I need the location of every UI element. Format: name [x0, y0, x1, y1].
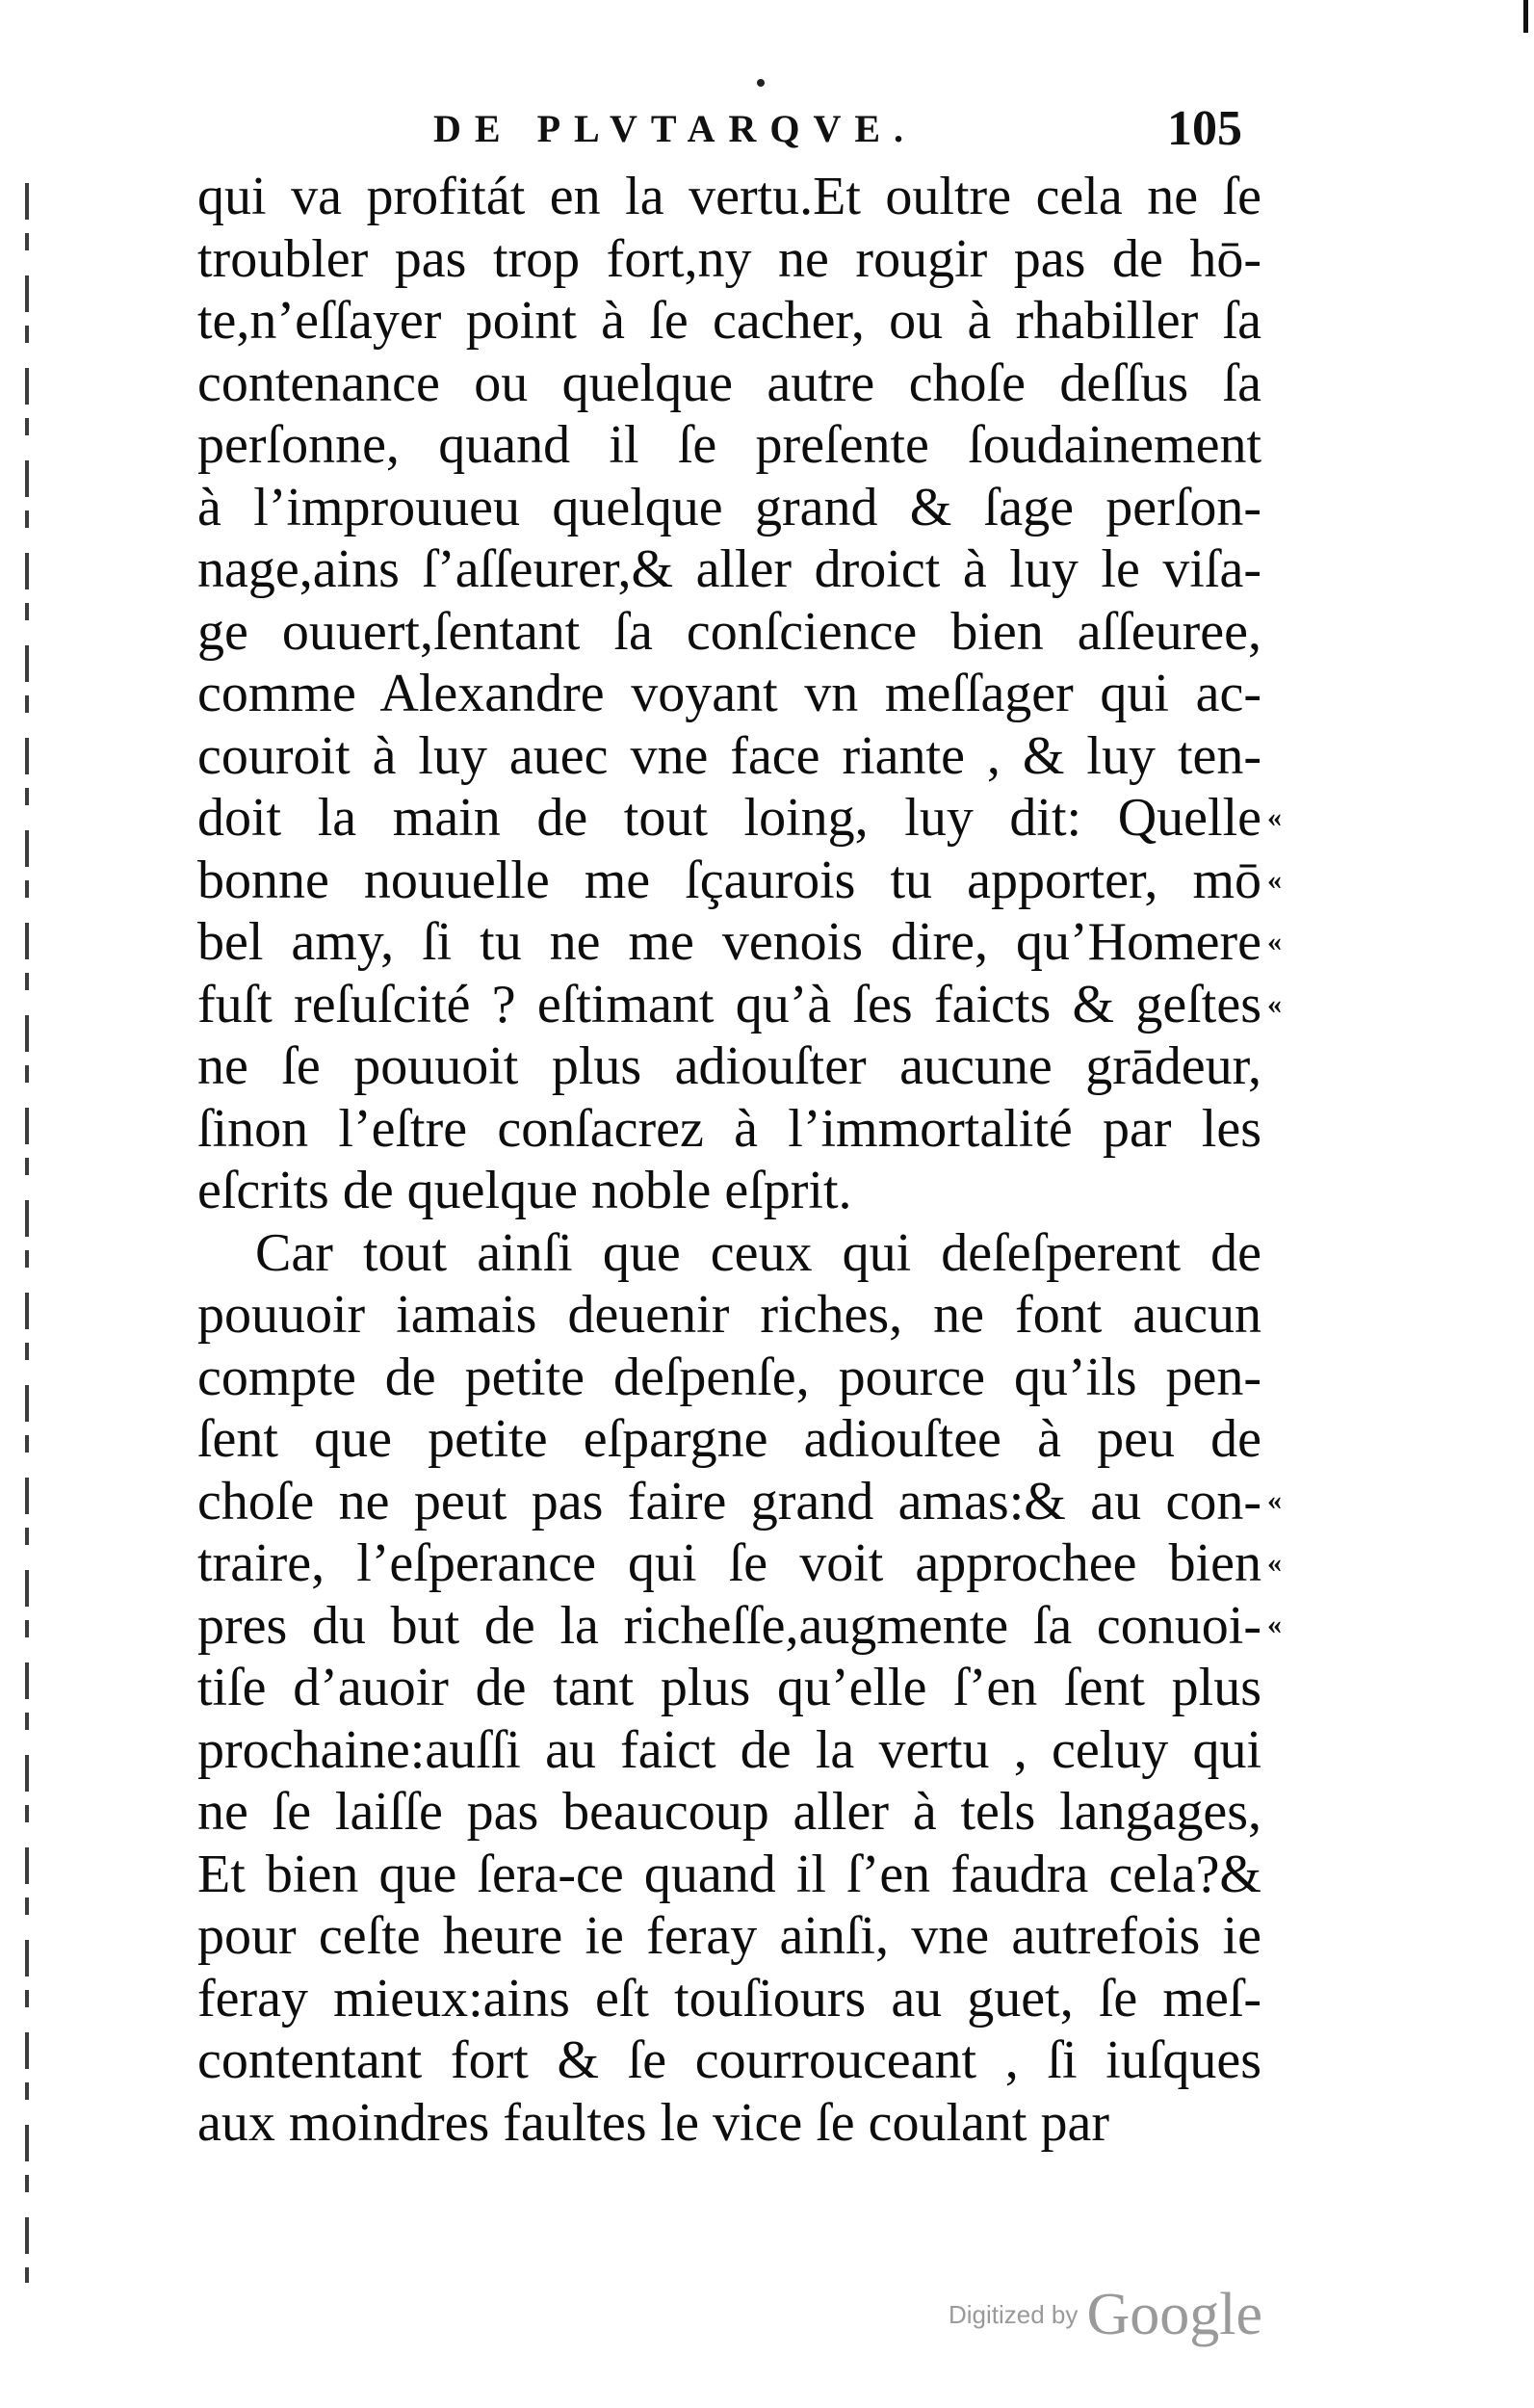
page-number: 105 [1167, 101, 1242, 156]
text-line: aux moindres faultes le vice ſe coulant par [197, 2092, 1109, 2153]
margin-quote-mark: « [1267, 926, 1282, 957]
text-line: choſe ne peut pas faire grand amas:& au con- [197, 1471, 1261, 1531]
text-line: ſent que petite eſpargne adiouſtee à peu de [197, 1409, 1261, 1469]
page-corner-mark [1523, 0, 1528, 33]
text-line: feray mieux:ains eſt touſiours au guet, ſe meſ- [197, 1968, 1261, 2028]
margin-quote-mark: « [1267, 1547, 1282, 1579]
text-line: eſcrits de quelque noble eſprit. [197, 1161, 852, 1220]
text-line: tiſe d’auoir de tant plus qu’elle ſ’en ſent plus [197, 1658, 1261, 1717]
margin-quote-mark: « [1267, 1609, 1282, 1640]
text-line: à l’improuueu quelque grand & ſage perſon- [197, 477, 1261, 537]
watermark-prefix: Digitized by [949, 2300, 1079, 2329]
text-line: troubler pas trop fort,ny ne rougir pas de hō- [197, 228, 1261, 289]
text-line: traire, l’eſperance qui ſe voit approchee bien [197, 1533, 1261, 1593]
google-logo: Google [1086, 2282, 1263, 2347]
text-line: contenance ou quelque autre choſe deſſus ſa [197, 353, 1261, 413]
text-line: Et bien que ſera-ce quand il ſ’en faudra cela?& [197, 1844, 1261, 1904]
text-line: couroit à luy auec vne face riante , & luy ten- [197, 725, 1261, 786]
text-line: bel amy, ſi tu ne me venois dire, qu’Homere [197, 912, 1261, 972]
margin-quote-mark: « [1267, 988, 1282, 1020]
text-line: qui va profitát en la vertu.Et oultre cela ne ſe [197, 167, 1261, 226]
text-line: comme Alexandre voyant vn meſſager qui ac- [197, 664, 1261, 723]
text-line: te,n’eſſayer point à ſe cacher, ou à rhabiller ſa [197, 291, 1261, 351]
margin-quote-mark: « [1267, 864, 1282, 896]
body-text [197, 166, 1266, 2154]
text-line: doit la main de tout loing, luy dit: Quelle [197, 788, 1261, 848]
text-line: ſinon l’eſtre conſacrez à l’immortalité par les [197, 1098, 1261, 1159]
text-line: compte de petite deſpenſe, pource qu’ils pen- [197, 1347, 1261, 1407]
paragraph-start-line: Car tout ainſi que ceux qui deſeſperent de [255, 1222, 1261, 1283]
margin-quote-mark: « [1267, 1484, 1282, 1516]
text-line: pour ceſte heure ie feray ainſi, vne autrefois ie [197, 1906, 1261, 1966]
text-line: bonne nouuelle me ſçaurois tu apporter, mō [197, 850, 1261, 910]
binding-gutter [25, 183, 29, 2283]
margin-quote-mark: « [1267, 801, 1282, 833]
text-line: contentant fort & ſe courrouceant , ſi iuſques [197, 2030, 1261, 2090]
text-line: pres du but de la richeſſe,augmente ſa conuoi- [197, 1595, 1261, 1656]
running-head: DE PLVTARQVE. [433, 107, 918, 150]
text-line: ne ſe laiſſe pas beaucoup aller à tels langages, [197, 1782, 1261, 1842]
text-line: pouuoir iamais deuenir riches, ne font aucun [197, 1285, 1261, 1345]
text-line: prochaine:auſſi au faict de la vertu , celuy qui [197, 1719, 1261, 1780]
text-line: perſonne, quand il ſe preſente ſoudainement [197, 415, 1261, 475]
text-line: fuſt reſuſcité ? eſtimant qu’à ſes faicts & geſtes [197, 974, 1261, 1034]
text-line: nage,ains ſ’aſſeurer,& aller droict à luy le viſa- [197, 539, 1261, 599]
text-line: ge ouuert,ſentant ſa conſcience bien aſſeuree, [197, 601, 1261, 662]
print-speck [757, 79, 765, 87]
text-line: ne ſe pouuoit plus adiouſter aucune grādeur, [197, 1036, 1261, 1096]
digitization-watermark [949, 2281, 1262, 2349]
